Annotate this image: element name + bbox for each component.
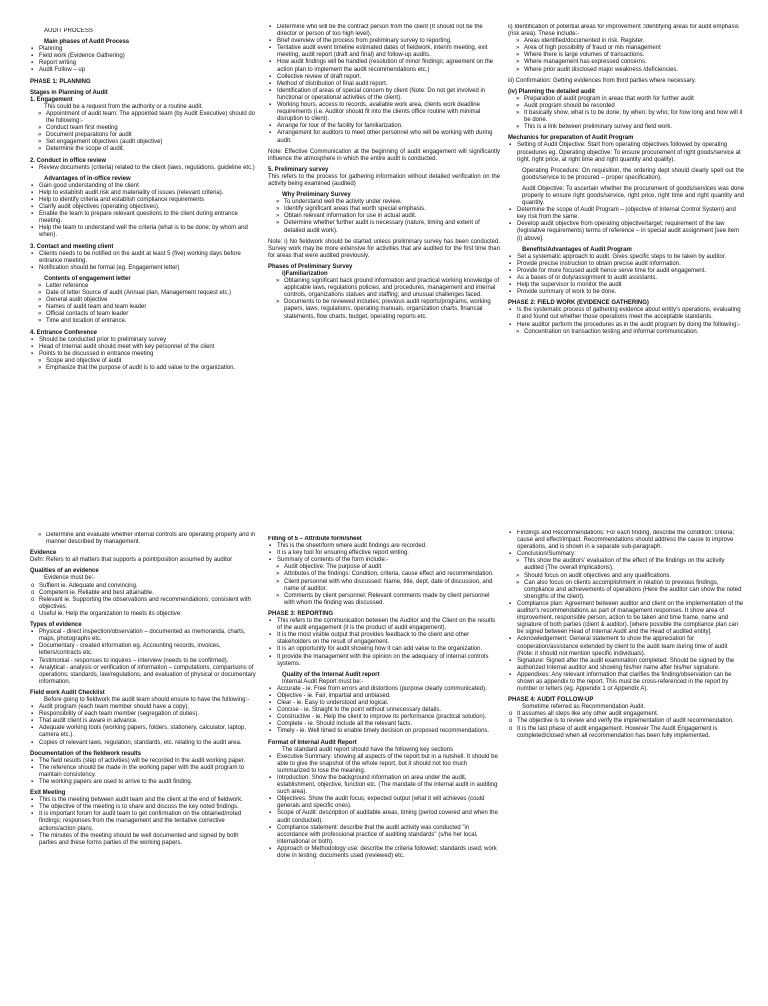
list-item: ▪ It provide the management with the opinion on the adequacy of internal controls systems.	[268, 654, 500, 668]
list-item: » Obtain relevant information for use in actual audit.	[268, 213, 500, 220]
list-item: ▪ It is a key tool for ensuring effective report writing.	[268, 550, 500, 557]
list-item: ▪ That audit client is aware in advance.	[30, 718, 256, 725]
paragraph: Note: Effective Communication at the beginning of audit engagement will significantly influence the atmosphere in which the entire audit is conducted.	[268, 148, 500, 162]
list-item: » Audit program should be recorded	[508, 103, 744, 110]
bottom-column-3	[508, 530, 744, 992]
list-item: ▪ Report writing	[30, 60, 256, 67]
paragraph: iii) Confirmation: Getting evidences from third parties where necessary.	[508, 77, 696, 84]
list-item: » General audit objective	[30, 297, 256, 304]
list-item: ▪ Points to be discussed in entrance meeting	[30, 351, 256, 358]
list-item: ▪ Enable the team to prepare relevant questions to the client during entrance meeting.	[30, 211, 256, 225]
list-item: ▪ Clients needs to be notified on the audit at least 5 (five) working days before entrance meeting.	[30, 251, 256, 265]
section-heading: Advantages of in-office review	[44, 175, 131, 182]
list-item: » Obtaining significant back ground information and practical working knowledge of applicable laws, regulations policies, and procedures, management and internal controls, organizations statues and staffing; and unusual challenges faced.	[268, 278, 500, 299]
section-heading: Evidence	[30, 550, 57, 557]
list-item: ▪ It is an opportunity for audit showing how it can add value to the organization.	[268, 646, 500, 653]
list-item: ▪ Constructive - ie. Help the client to improve its performance (practical solution).	[268, 714, 500, 721]
list-item: ▪ Help to establish audit risk and materiality of issues (relevant criteria).	[30, 190, 256, 197]
list-item: ▪ Provide summary of work to be done.	[508, 289, 744, 296]
section-heading: Field work Audit Checklist	[30, 689, 105, 696]
list-item: ▪ Provide for more focused audit hence serve time for audit engagement.	[508, 268, 744, 275]
section-heading: PHASE 4: AUDIT FOLLOW-UP	[508, 697, 594, 704]
section-heading: PHASE 3: REPORTING	[268, 610, 334, 617]
list-item: ▪ Accurate - ie. Free from errors and distortions (purpose clearly communicated).	[268, 686, 500, 693]
list-item: ▪ Physical - direct inspection/observation – documented as memoranda, charts, maps, photographs etc.	[30, 629, 256, 643]
list-item: ▪ Documentary - created information eg. Accounting records, invoices, letters/contracts etc.	[30, 643, 256, 657]
list-item: » Scope and objective of audit	[30, 358, 256, 365]
bottom-half	[0, 530, 768, 1000]
list-item: » Audit objective: The purpose of audit	[268, 564, 500, 571]
bottom-column-1	[30, 532, 256, 994]
list-item: » Time and location of entrance.	[30, 318, 256, 325]
list-item: » It basically show, what is to be done; by when; by who; for how long and how will it be done.	[508, 110, 744, 124]
section-heading: 2. Conduct in office review	[30, 157, 107, 164]
paragraph: Note: i) No fieldwork should be started unless preliminary survey has been conducted. Survey work may be more extensive for activities that are audited for the first time than for areas that were audited previously.	[268, 238, 500, 259]
top-column-1	[30, 28, 256, 468]
list-item: ▪ Conclusion/Summary:	[508, 551, 744, 558]
list-item: » Set engagement objectives (audit objective)	[30, 139, 256, 146]
list-item: ▪ Appendixes: Any relevant information that clarifies the finding/observation can be shown as appendix to the report. This must be cross-referenced in the report by number or letters (eg. Appendix 1 or Appendix A).	[508, 672, 744, 693]
list-item: ▪ Analytical - analysis or verification of information – computations, comparisons of operations; standards, law/regulations, and evaluation of physical or documentary information.	[30, 665, 256, 686]
list-item: ▪ The field results (step of activities) will be recorded in the audit working paper.	[30, 758, 256, 765]
paragraph: Audit Objective: To ascertain whether the procurement of goods/services was done properly to ensure right goods/service, right price, right time and right quantity and quantity.	[522, 185, 744, 207]
list-item: ▪ How audit findings will be handled (resolution of minor findings; agreement on the action plan to implement the audit recommendations etc.)	[268, 59, 500, 73]
list-item: ▪ Setting of Audit Objective: Start from operating objectives followed by operating procedures eg. Operating objective: To ensure procurement of right goods/service at right, right price, at right time and right quantity and quality).	[508, 142, 744, 163]
list-item: ▪ Concise - ie. Straight to the point without unnecessary details.	[268, 707, 500, 714]
list-item: o The objective is to review and verify the implementation of audit recommendation.	[508, 718, 744, 725]
list-item: ▪ Collective review of draft report.	[268, 74, 500, 81]
paragraph: Internal Audit Report must be:-	[282, 678, 364, 685]
section-heading: Exit Meeting	[30, 790, 66, 797]
list-item: ▪ Help the team to understand well the criteria (what is to be done; by whom and when).	[30, 225, 256, 239]
list-item: » Attributes of the findings: Condition, criteria, cause effect and recommendation.	[268, 571, 500, 578]
paragraph: Operating Procedure: On requisition, the ordering dept should clearly spell out the goods/service to be procured – proper specification).	[522, 167, 744, 181]
top-column-3	[508, 24, 744, 468]
list-item: ▪ Clear - ie. Easy to understood and logical.	[268, 700, 500, 707]
list-item: » Area of high possibility of fraud or mis management	[508, 45, 744, 52]
list-item: » To understand well the activity under review.	[268, 199, 500, 206]
list-item: ▪ Help the supervisor to monitor the audit	[508, 282, 744, 289]
list-item: ▪ Adequate working tools (working papers, folders, stationery, calculator, laptop, camera etc.).	[30, 725, 256, 739]
section-heading: PHASE 1: PLANNING	[30, 78, 91, 85]
list-item: ▪ Acknowledgement: General statement to show the appreciation for cooperation/assistance extended by client to the audit team during time of audit (Note: it should not mention specific individuals).	[508, 636, 744, 657]
list-item: ▪ This is the meeting between audit team and the client at the end of fieldwork.	[30, 797, 256, 804]
list-item: » Appointment of audit team: The appointed team (by Audit Executive) should do the following:-	[30, 111, 256, 125]
section-heading: Main phases of Audit Process	[44, 39, 130, 46]
section-heading: Stages in Planning of Audit	[30, 89, 108, 96]
list-item: » Names of audit team and team leader	[30, 304, 256, 311]
list-item: » Where prior audit disclosed major weakness /deficiencies.	[508, 67, 744, 74]
section-heading: Mechanics for preparation of Audit Program	[508, 135, 634, 142]
list-item: ▪ Arrangement for auditors to meet other personnel who will be working with during audit.	[268, 130, 500, 144]
list-item: ▪ Objective - ie. Fair, impartial and unbiased.	[268, 693, 500, 700]
section-heading: 4. Entrance Conference	[30, 329, 98, 336]
list-item: ▪ Objectives: Show the audit focus, expected output (what it will achieves (could generals and specific ones).	[268, 796, 500, 810]
section-heading: Format of Internal Audit Report	[268, 739, 357, 746]
list-item: » Document preparations for audit	[30, 132, 256, 139]
list-item: » Identify significant areas that worth special emphasis.	[268, 206, 500, 213]
list-item: ▪ Field work (Evidence Gathering)	[30, 53, 256, 60]
top-column-2	[268, 24, 500, 468]
paragraph: Evidence must be:-	[44, 575, 96, 582]
section-heading: 3. Contact and meeting client	[30, 243, 114, 250]
list-item: o Relevant ie. Supporting the observations and recommendations; consistent with objectives.	[30, 597, 256, 611]
list-item: ▪ Identification of areas of special concern by client (Note: Do not get involved in functional or operational activities of the client).	[268, 88, 500, 102]
list-item: ▪ Tentative audit event timeline estimated dates of fieldwork, interim meeting, exit meeting, audit report (draft and final) and follow-up audits.	[268, 45, 500, 59]
list-item: ▪ This refers to the communication between the Auditor and the Client on the results of the audit engagement (it is the product of audit engagement).	[268, 618, 500, 632]
list-item: ▪ Arrange for tour of the facility for familiarization.	[268, 123, 500, 130]
list-item: ▪ Set a systematic approach to audit. Gives specific steps to be taken by auditor.	[508, 254, 744, 261]
list-item: o It is the last phase of audit engagement. However The Audit Engagement is completed/closed when all recommendation has been fully implemented.	[508, 726, 744, 740]
section-heading: Why Preliminary Survey	[282, 192, 351, 199]
list-item: o It assumes all steps like any other audit engagement.	[508, 711, 744, 718]
paragraph: Defn: Refers to all matters that supports a point/position assumed by auditor	[30, 557, 233, 564]
list-item: ▪ Is the systematic process of gathering evidence about entity's operations, evaluating it and found out whether those operations meet the acceptable standards.	[508, 307, 744, 321]
list-item: » Areas identified/documented in risk. Register.	[508, 38, 744, 45]
section-heading: Phases of Preliminary Survey	[268, 263, 353, 270]
section-heading: Types of evidence	[30, 622, 82, 629]
list-item: ▪ Provide precise instruction to obtain precise audit information.	[508, 261, 744, 268]
paragraph: Before going to fieldwork the audit team should ensure to have the following:-	[44, 696, 250, 703]
list-item: » Documents to be reviewed includes; previous audit reports/programs, working papers, laws, regulations, operating manuals, organization charts, financial statements, flow charts, budget, operating reports etc.	[268, 299, 500, 320]
list-item: ▪ Review documents (criteria) related to the client (laws, regulations, guideline etc.)	[30, 165, 256, 172]
list-item: ▪ Determine who will be the contract person from the client (It should not be the director or person of too high level).	[268, 24, 500, 38]
list-item: ▪ Planning	[30, 46, 256, 53]
section-heading: Qualities of an evidence	[30, 568, 99, 575]
list-item: ▪ Help to identify criteria and establish compliance requirements	[30, 197, 256, 204]
list-item: ▪ Determine the scope of Audit Program – (objective of Internal Control System) and key risk from the same.	[508, 207, 744, 221]
list-item: » This show the auditors' evaluation of the effect of the findings on the activity audited (The overall implications).	[508, 558, 744, 572]
list-item: » Where there is large volumes of transactions.	[508, 52, 744, 59]
list-item: » Concentration on transaction testing and informal communication.	[508, 329, 744, 336]
list-item: o Useful ie. Help the organization to meets its objective.	[30, 611, 256, 618]
section-heading: Documentation of the fieldwork results	[30, 750, 142, 757]
list-item: » Determine and evaluate whether internal controls are operating properly and in manner described by management.	[30, 532, 256, 546]
section-heading: Quality of the Internal Audit report	[282, 671, 380, 678]
list-item: » Determine whether further audit is necessary (nature, timing and extent of detailed audit work).	[268, 220, 500, 234]
list-item: ▪ Here auditor perform the procedures as in the audit program by doing the following:-	[508, 322, 744, 329]
list-item: ▪ Should be conducted prior to preliminary survey	[30, 337, 256, 344]
list-item: » Conduct team first meeting	[30, 125, 256, 132]
section-heading: Contents of engagement letter	[44, 275, 131, 282]
list-item: ▪ Introduction: Show the background information on area under the audit, establishment, objective, function etc. (The mandate of the internal audit in auditing such area).	[268, 775, 500, 796]
list-item: ▪ The objective of the meeting is to share and discuss the key noted findings.	[30, 804, 256, 811]
section-heading: Filling of 5 – Attribute form/sheet	[268, 536, 362, 542]
list-item: ▪ Executive Summary: showing all aspects of the report but in a nutshell. It should be able to give the snapshot of the whole report, but it should not too much summarized to lose the meaning.	[268, 754, 500, 775]
list-item: ▪ Signature: Signed after the audit examination completed. Should be signed by the authorized Internal auditor and showing his/her name after his/her signature.	[508, 658, 744, 672]
list-item: » Can also focus on clients accomplishment in relation to previous findings, compliance and achievements of operations (Here the auditor can show the noted strengths of the client).	[508, 580, 744, 601]
list-item: ▪ Timely - ie. Well timed to enable timely decision on proposed recommendations.	[268, 728, 500, 735]
list-item: ▪ Compliance plan: Agreement between auditor and client on the implementation of the auditor's recommendations as part of management responses. It show area of improvement, responsible person, action to be taken and time frame, name and signature of both parties (client & auditor). [where possible the compliance plan can be signed between Head of Internal Audit and the Head of audited entity].	[508, 601, 744, 636]
paragraph: AUDIT PROCESS	[44, 28, 93, 34]
section-heading: Benefits/Advantages of Audit Program	[522, 246, 632, 253]
paragraph: This could be a request from the authority or a routine audit.	[44, 103, 204, 110]
list-item: ▪ The working papers are used to arrive to the audit finding.	[30, 779, 256, 786]
list-item: ▪ Working hours, access to records, available work area, clients work deadline requirements (i.e. Auditor should fit into the clients office routine with minimal disruption to client).	[268, 102, 500, 123]
list-item: ▪ Audit Follow – up	[30, 67, 256, 74]
list-item: » Official contacts of team leader	[30, 311, 256, 318]
list-item: ▪ Responsibility of each team member (segregation of duties).	[30, 711, 256, 718]
list-item: ▪ Findings and Recommendations: For each finding, describe the condition; criteria; cause and effect/impact. Recommendations should address the cause to improve operations, and is shown in a separate sub-paragraph.	[508, 530, 744, 551]
list-item: » Comments by client personnel: Relevant comments made by client personnel with whom the finding was discussed.	[268, 593, 500, 607]
section-heading: (iv) Planning the detailed audit	[508, 88, 596, 95]
list-item: ▪ It is the most visible output that provides feedback to the client and other stakeholders on the result of engagement.	[268, 632, 500, 646]
list-item: » Client personnel with who discussed: Name, title, dept, date of discussion, and name of auditor.	[268, 579, 500, 593]
list-item: ▪ Notification should be formal (eg. Engagement letter)	[30, 265, 256, 272]
list-item: o Competent ie. Reliable and best attainable.	[30, 590, 256, 597]
list-item: » Preparation of audit program in areas that worth for further audit	[508, 96, 744, 103]
list-item: ▪ Audit program (each team member should have a copy).	[30, 704, 256, 711]
list-item: ▪ It is important forum for audit team to get confirmation on the obtained/noted findings; responses from the management and the tentative corrective actions/action plans.	[30, 811, 256, 832]
paragraph: ii) Identification of potential areas for improvement :Identifying areas for audit emphasis (risk area). These include:-	[508, 24, 739, 38]
top-half	[0, 24, 768, 474]
bottom-column-2	[268, 536, 500, 996]
section-heading: PHASE 2: FIELD WORK (EVIDENCE GATHERING)	[508, 300, 649, 307]
list-item: ▪ Method of distribution of final audit report.	[268, 81, 500, 88]
list-item: ▪ Copies of relevant laws, regulation, standards, etc. relating to the audit area.	[30, 740, 256, 747]
list-item: ▪ The minutes of the meeting should be well documented and signed by both parties and these forms parties of the working papers.	[30, 833, 256, 847]
section-heading: i)Familiarization	[282, 271, 328, 277]
paragraph: This refers to the process for gathering information without detailed verification on the activity being examined (audited)	[268, 173, 500, 187]
list-item: ▪ Scope of Audit: description of auditable areas, timing (period covered and when the audit conducted).	[268, 810, 500, 824]
list-item: » This is a link between preliminary survey and field work.	[508, 124, 744, 131]
list-item: ▪ Compliance statement: describe that the audit activity was conducted "in accordance with professional practice of auditing standards" (s/he her local, international or both).	[268, 825, 500, 846]
list-item: » Determine the scope of audit.	[30, 146, 256, 153]
section-heading: 1. Engagement	[30, 96, 73, 103]
list-item: » Where management has expressed concerns.	[508, 59, 744, 66]
list-item: » Date of letter Source of audit (Annual plan, Management request etc.)	[30, 290, 256, 297]
list-item: ▪ Summary of contents of the form include:-	[268, 557, 500, 564]
list-item: ▪ This is the sheet/form where audit findings are recorded.	[268, 543, 500, 550]
list-item: ▪ Head of Internal audit should meet with key personnel of the client	[30, 344, 256, 351]
list-item: ▪ Testimonial - responses to inquires – interview (needs to be confirmed).	[30, 658, 256, 665]
list-item: ▪ Develop audit objective from operating objective/target; requirement of the law (legislative requirements) terms of reference – in special audit assignment [see item (i) above].	[508, 221, 744, 242]
list-item: ▪ The reference should be made in the working paper with the audit program to maintain consistency.	[30, 765, 256, 779]
paragraph: The standard audit report should have the following key sections	[282, 746, 454, 753]
list-item: » Letter reference	[30, 283, 256, 290]
list-item: ▪ Approach or Methodology use: describe the criteria followed; standards used; work done in testing; documents used (reviewed) etc.	[268, 846, 500, 860]
list-item: ▪ Brief overview of the process from preliminary survey to reporting.	[268, 38, 500, 45]
list-item: ▪ Gain good understanding of the client	[30, 183, 256, 190]
list-item: » Emphasize that the purpose of audit is to add value to the organization.	[30, 365, 256, 372]
section-heading: 5. Preliminary survey	[268, 166, 329, 173]
list-item: ▪ As a bases of or duty/assignment to audit assistants.	[508, 275, 744, 282]
list-item: ▪ Complete - ie. Should include all the relevant facts.	[268, 721, 500, 728]
paragraph: Sometime referred as Recommendation Audit.	[522, 704, 646, 711]
list-item: » Should focus on audit objectives and any qualifications.	[508, 573, 744, 580]
list-item: o Suffient ie. Adequate and convincing.	[30, 583, 256, 590]
list-item: ▪ Clarify audit objectives (operating objectives).	[30, 204, 256, 211]
